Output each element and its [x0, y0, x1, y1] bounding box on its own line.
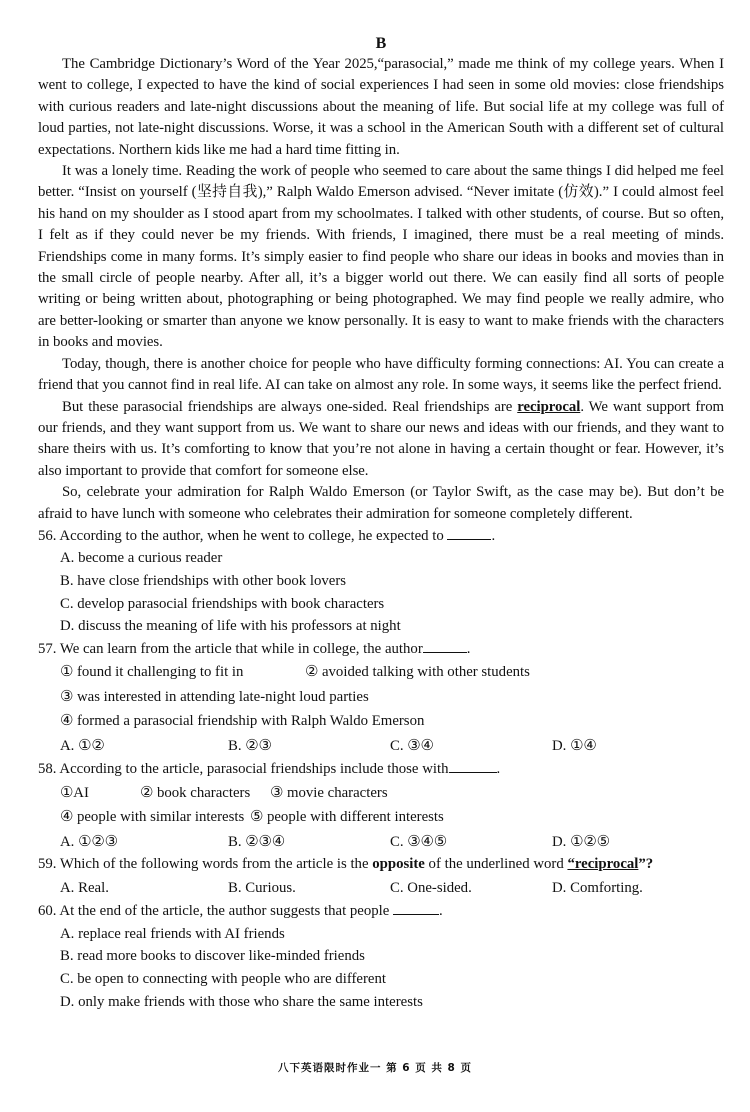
answer-blank [449, 758, 497, 773]
question-60-stem: 60. At the end of the article, the author suggests that people . [38, 900, 724, 923]
question-57-option-b: B. ②③ [228, 737, 272, 754]
question-58-option-c: C. ③④⑤ [390, 833, 448, 850]
question-57-statement-4: ④ formed a parasocial friendship with Ralph Waldo Emerson [60, 713, 425, 730]
question-60-option-b: B. read more books to discover like-minded friends [60, 948, 365, 965]
paragraph-1: The Cambridge Dictionary’s Word of the Year 2025,“parasocial,” made me think of my college years. When I went to college, I expected to have the kind of social experiences I had seen in some old movies: close friendships with curious readers and late-night discussions about the meaning of life. But social life at my college was full of loud parties, not late-night discussions. Worse, it was a school in the American South with a different set of cultural expectations. Northern kids like me had a hard time fitting in. [38, 56, 724, 158]
section-title: B [375, 35, 387, 52]
question-58-options [60, 830, 724, 855]
page-footer: 八下英语限时作业一 第 6 页 共 8 页 [277, 1062, 473, 1074]
question-59-options [60, 876, 724, 901]
question-58-option-d: D. ①②⑤ [552, 833, 610, 850]
question-57-statement-1: ① found it challenging to fit in [60, 664, 244, 681]
question-57-statements-row-2 [60, 685, 724, 710]
question-60-option-c: C. be open to connecting with people who are different [60, 971, 386, 987]
paragraph-4-before: But these parasocial friendships are always one-sided. Real friendships are [62, 398, 518, 415]
worksheet-page [38, 34, 724, 1013]
question-60-option-d: D. only make friends with those who share the same interests [60, 993, 423, 1010]
question-57 [38, 638, 724, 759]
question-56-option-c: C. develop parasocial friendships with book characters [60, 595, 385, 612]
paragraph-4 [38, 397, 724, 483]
question-58-statement-5: ⑤ people with different interests [250, 809, 444, 826]
question-58-statements-row-2 [60, 805, 724, 830]
question-58-option-b: B. ②③④ [228, 833, 286, 850]
question-59-option-c: C. One-sided. [390, 879, 472, 896]
question-57-option-a: A. ①② [60, 737, 105, 754]
question-56 [38, 525, 724, 638]
question-56-option-d: D. discuss the meaning of life with his professors at night [60, 618, 401, 635]
paragraph-4-after: . We want support from our friends, and they want support from us. We want to share our news and ideas with our friends, and they want to share theirs with us. It’s comforting to know that you’re not alone in having a certain thought or fear. However, it’s also important to provide that comfort for someone else. [38, 398, 724, 479]
question-57-option-c: C. ③④ [390, 737, 434, 754]
answer-blank [423, 638, 467, 653]
question-57-options [60, 734, 724, 759]
question-60-option-a: A. replace real friends with AI friends [60, 925, 285, 942]
question-59-stem: 59. Which of the following words from the article is the opposite of the underlined word “reciprocal”? [38, 856, 654, 873]
question-59-option-b: B. Curious. [228, 879, 296, 896]
question-57-statements-row-1 [60, 660, 724, 685]
paragraph-2: It was a lonely time. Reading the work of people who seemed to care about the same things I did helped me feel better. “Insist on yourself (坚持自我),” Ralph Waldo Emerson advised. “Never imitate (仿效).” I could almost feel his hand on my shoulder as I stood apart from my schoolmates. I talked with other students, of course. But so often, I felt as if they could never be my friends. With friends, I imagined, there must be a real meeting of minds. Friendships come in many forms. It’s simply easier to find people who share our ideas in books and movies than in the small circle of people nearby. After all, it’s a bigger world out there. We can easily find all sorts of people writing or being written about, photographing or being photographed. We may find people we really admire, who are better-looking or smarter than anyone we know personally. It is easy to want to make friends with the characters in books and movies. [38, 163, 724, 351]
underlined-word-reciprocal: reciprocal [517, 398, 581, 415]
question-58-statement-1: ①AI [60, 784, 89, 801]
question-59 [38, 854, 724, 900]
underlined-word-reciprocal: “reciprocal [567, 856, 639, 873]
question-57-option-d: D. ①④ [552, 737, 597, 754]
question-59-option-a: A. Real. [60, 879, 109, 896]
paragraph-3: Today, though, there is another choice for people who have difficulty forming connections: AI. You can create a friend that you cannot find in real life. AI can take on almost any role. In some ways, it seems like the perfect friend. [38, 355, 724, 394]
question-58-statement-2: ② book characters [140, 784, 251, 801]
question-58-statement-4: ④ people with similar interests [60, 809, 245, 826]
question-60 [38, 900, 724, 1013]
question-57-statements-row-3 [60, 709, 724, 734]
question-58-stem: 58. According to the article, parasocial friendships include those with . [38, 758, 724, 781]
question-56-option-b: B. have close friendships with other book lovers [60, 573, 347, 590]
question-58 [38, 758, 724, 854]
question-57-statement-3: ③ was interested in attending late-night loud parties [60, 688, 369, 705]
question-56-stem: 56. According to the author, when he went to college, he expected to . [38, 525, 724, 548]
paragraph-5: So, celebrate your admiration for Ralph Waldo Emerson (or Taylor Swift, as the case may be). But don’t be afraid to have lunch with someone who celebrates their admiration for someone completely different. [38, 484, 724, 522]
question-59-option-d: D. Comforting. [552, 879, 643, 896]
answer-blank [447, 525, 491, 540]
question-58-statements-row-1 [60, 781, 724, 806]
answer-blank [393, 900, 439, 915]
question-57-stem: 57. We can learn from the article that while in college, the author . [38, 638, 724, 661]
question-56-option-a: A. become a curious reader [60, 550, 223, 567]
question-57-statement-2: ② avoided talking with other students [305, 664, 530, 681]
question-58-statement-3: ③ movie characters [270, 784, 388, 801]
question-58-option-a: A. ①②③ [60, 833, 118, 850]
